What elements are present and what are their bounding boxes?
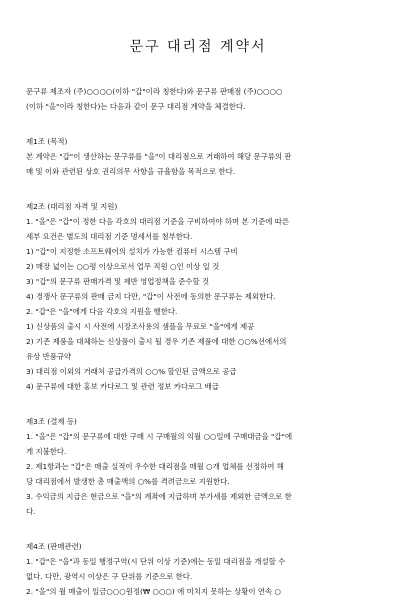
intro-paragraph	[26, 84, 370, 114]
article-line: 3) 대리점 이외의 거래처 공급가격의 ○○% 할인된 금액으로 공급	[26, 367, 237, 376]
article-line: 1. "을"은 "갑"의 문구류에 대한 구매 시 구매월의 익월 ○○일에 구매대금을 "갑"에	[26, 432, 293, 441]
article-heading: 제1조 (목적)	[26, 137, 68, 146]
article-line: 4) 문구류에 대한 홍보 카다로그 및 관련 정보 카다로그 배급	[26, 382, 219, 391]
intro-line: 문구류 제조자 (주)○○○○(이하 "갑"이라 칭한다)와 문구류 판매점 (주)○○○○	[26, 87, 283, 96]
article-3	[26, 414, 370, 519]
article-line: 게 지불한다.	[26, 447, 67, 456]
intro-line: (이하 "을"이라 칭한다)는 다음과 같이 문구 대리점 계약을 체결한다.	[26, 102, 246, 111]
article-line: 2. "갑"은 "을"에게 다음 각호의 지원을 행한다.	[26, 307, 178, 316]
article-line: 유상 반품규약	[26, 352, 72, 361]
article-line: 1. "을"은 "갑"이 정한 다음 각호의 대리점 기준을 구비하여야 하며 본 기준에 따른	[26, 217, 290, 226]
document-title: 문구 대리점 계약서	[129, 39, 267, 55]
article-line: 매 및 이와 관련된 상호 권리의무 사항을 규율함을 목적으로 한다.	[26, 167, 236, 176]
article-line: 없다. 다만, 광역시 이상은 구 단위를 기준으로 한다.	[26, 572, 193, 581]
article-line: 2. 제1항과는 "갑"은 매출 실적이 우수한 대리점을 매월 ○개 업체를 선정하여 해	[26, 462, 284, 471]
article-line: 1. "갑"은 "을"과 동일 행정구역(시 단위 이상 기준)에는 동일 대리점을 개설할 수	[26, 557, 286, 566]
article-line: 1) "갑"이 지정한 소프트웨어의 설치가 가능한 컴퓨터 시스템 구비	[26, 247, 238, 256]
article-line: 3) "갑"의 문구류 판매가격 및 제반 영업정책을 준수할 것	[26, 277, 210, 286]
article-heading: 제4조 (판매관련)	[26, 542, 82, 551]
article-heading: 제2조 (대리점 자격 및 지원)	[26, 202, 118, 211]
article-line: 1) 신상품의 출시 시 사전에 시장조사용의 샘플을 무료로 "을"에게 제공	[26, 322, 255, 331]
article-2	[26, 199, 370, 394]
article-line: 세부 요건은 별도의 대리점 기준 명세서를 첨부한다.	[26, 232, 193, 241]
article-heading: 제3조 (결제 등)	[26, 417, 77, 426]
article-line: 당 대리점에서 발생한 총 매출액의 ○%를 격려금으로 지원한다.	[26, 477, 230, 486]
article-line: 4) 경쟁사 문구류의 판매 금지 다만, "갑"이 사전에 동의한 문구류는 제외한다.	[26, 292, 276, 301]
article-line: 2) 기존 제품을 대체하는 신상품이 출시 될 경우 기존 제품에 대한 ○○%선에서의	[26, 337, 287, 346]
article-1	[26, 134, 370, 179]
article-line: 2) 매장 넓이는 ○○평 이상으로서 업무 직원 ○인 이상 일 것	[26, 262, 220, 271]
article-line: 2. "을"의 월 매출이 일금○○○원정(₩ ○○○) 에 미치지 못하는 상황이 연속 ○	[26, 587, 281, 596]
article-line: 3. 수익금의 지급은 현금으로 "을"의 계좌에 지급하며 부가세를 제외한 금액으로 한	[26, 492, 292, 501]
article-4	[26, 539, 370, 599]
article-line: 본 계약은 "갑"이 생산하는 문구류를 "을"이 대리점으로 거래하여 해당 문구류의 판	[26, 152, 292, 161]
article-line: 다.	[26, 507, 36, 516]
